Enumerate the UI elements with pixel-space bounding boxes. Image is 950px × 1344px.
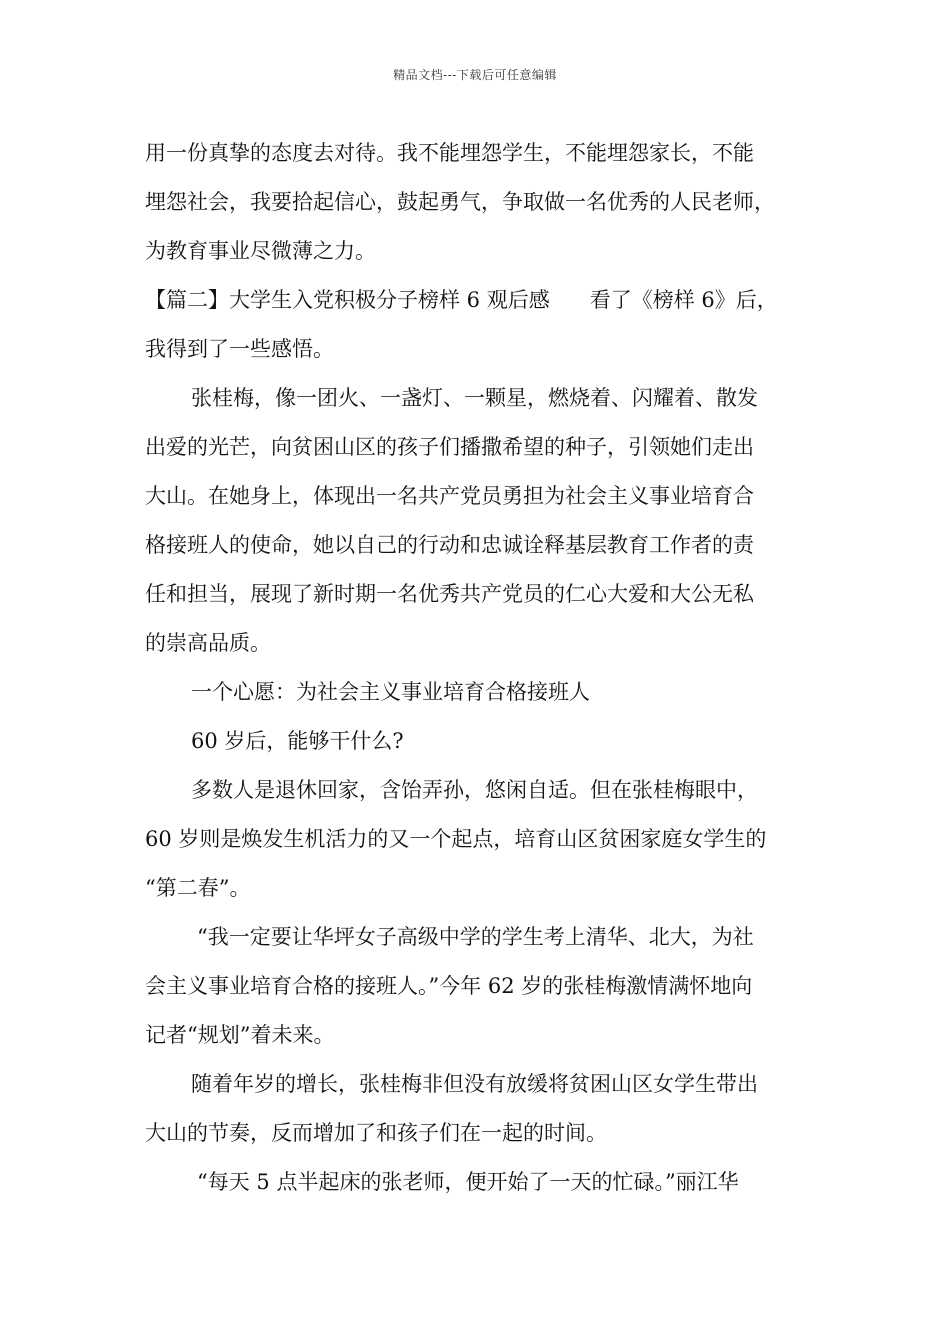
text-line: 埋怨社会，我要拾起信心，鼓起勇气，争取做一名优秀的人民老师，	[145, 190, 775, 214]
page-header: 精品文档---下载后可任意编辑	[393, 68, 557, 82]
paragraph-line: 60 岁后，能够干什么?	[191, 729, 404, 753]
paragraph-line: 多数人是退休回家，含饴弄孙，悠闲自适。但在张桂梅眼中，	[191, 778, 758, 802]
text-line: 为教育事业尽微薄之力。	[145, 239, 376, 263]
text-line: 的崇高品质。	[145, 631, 271, 655]
section-heading-line	[145, 276, 810, 325]
text-line: 会主义事业培育合格的接班人。”今年 62 岁的张桂梅激情满怀地向	[145, 974, 753, 998]
text-line: 出爱的光芒，向贫困山区的孩子们播撒希望的种子，引领她们走出	[145, 435, 754, 459]
text-line: 大山的节奏，反而增加了和孩子们在一起的时间。	[145, 1121, 607, 1145]
paragraph-line: 张桂梅，像一团火、一盏灯、一颗星，燃烧着、闪耀着、散发	[191, 386, 758, 410]
text-line: 大山。在她身上，体现出一名共产党员勇担为社会主义事业培育合	[145, 484, 754, 508]
section-heading: 【篇二】大学生入党积极分子榜样 6 观后感	[145, 288, 550, 312]
subheading-line: 一个心愿：为社会主义事业培育合格接班人	[191, 680, 590, 704]
text-line: 记者“规划”着未来。	[145, 1023, 335, 1047]
text-line: 任和担当，展现了新时期一名优秀共产党员的仁心大爱和大公无私	[145, 582, 754, 606]
paragraph-line: “每天 5 点半起床的张老师，便开始了一天的忙碌。”丽江华	[197, 1170, 739, 1194]
text-line: 我得到了一些感悟。	[145, 337, 334, 361]
body-text	[145, 129, 810, 1207]
text-line: 用一份真挚的态度去对待。我不能埋怨学生，不能埋怨家长，不能	[145, 141, 754, 165]
text-line: 60 岁则是焕发生机活力的又一个起点，培育山区贫困家庭女学生的	[145, 827, 767, 851]
text-line: 格接班人的使命，她以自己的行动和忠诚诠释基层教育工作者的责	[145, 533, 754, 557]
paragraph-line: 随着年岁的增长，张桂梅非但没有放缓将贫困山区女学生带出	[191, 1072, 758, 1096]
text-line: “第二春”。	[145, 876, 251, 900]
text-fragment: 看了《榜样 6》后，	[589, 288, 778, 312]
paragraph-line: “我一定要让华坪女子高级中学的学生考上清华、北大，为社	[197, 925, 754, 949]
